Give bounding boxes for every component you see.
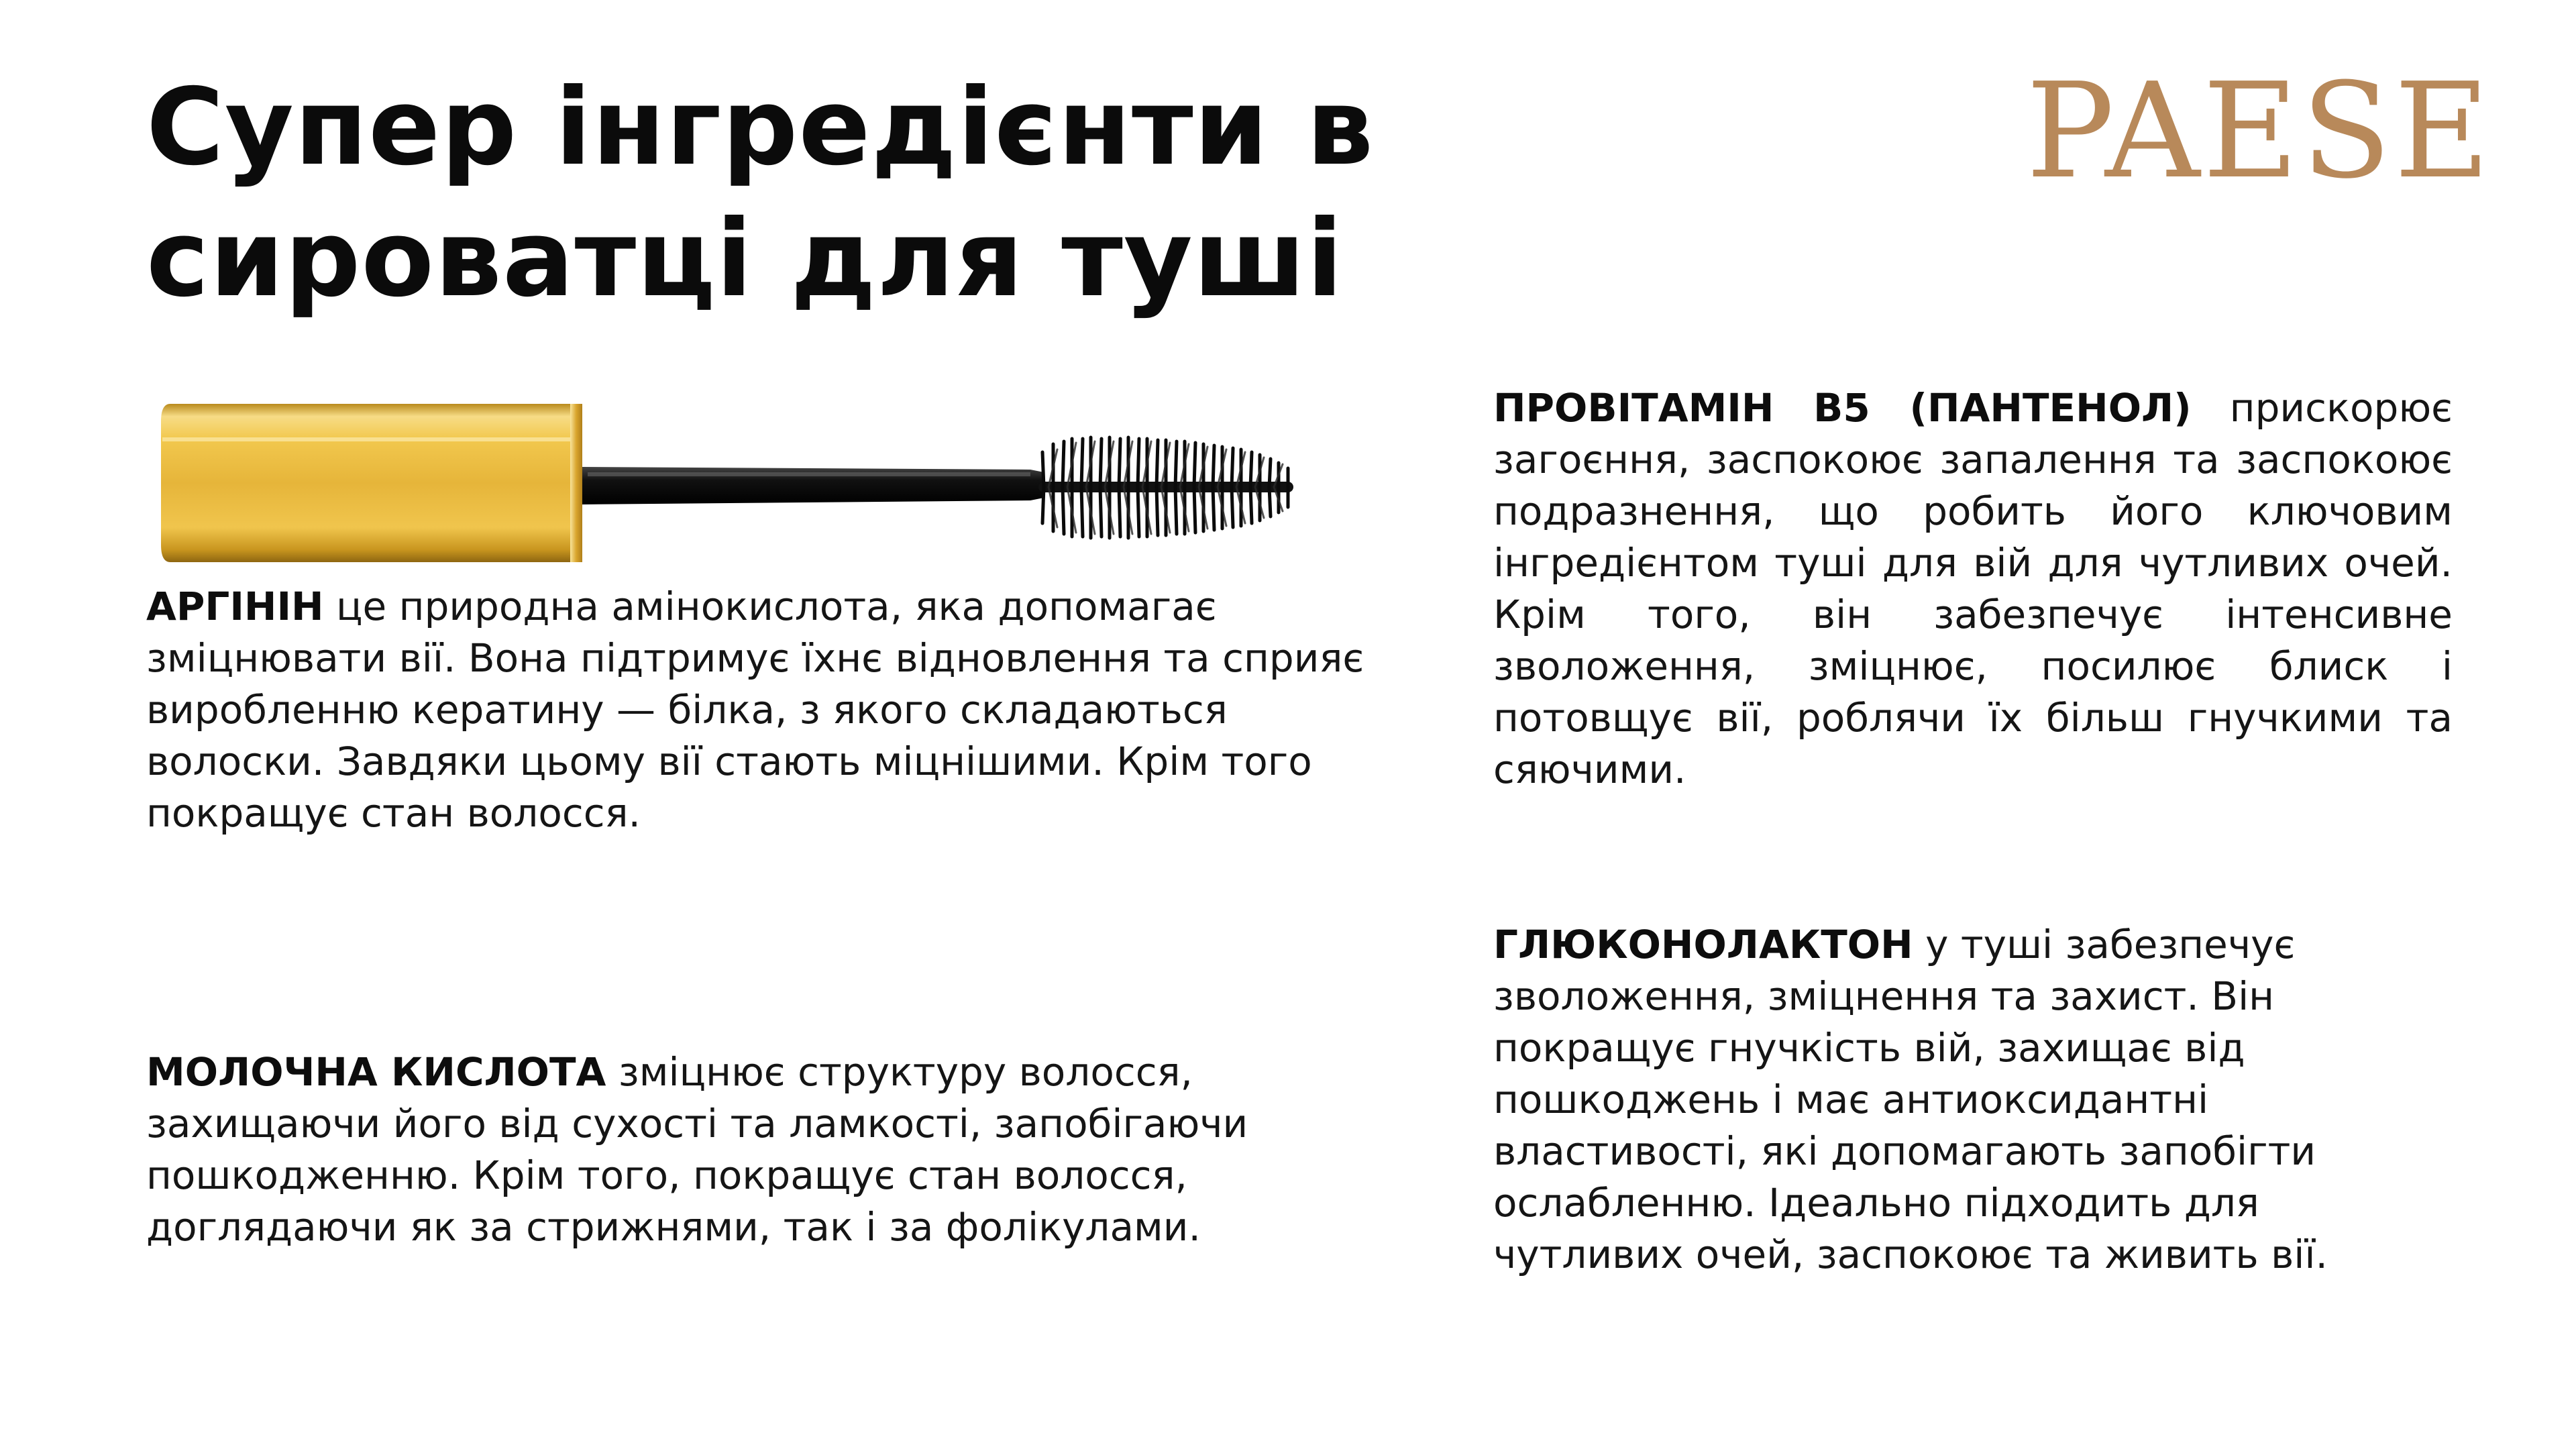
ingredient-description: це природна амінокислота, яка допомагає зміцнювати вії. Вона підтримує їхнє відновлення та сприяє виробленню кератину — білка, з якого складаються волоски. Завдяки цьому вії стають міцнішими. Крім того покращує стан волосся.	[146, 584, 1364, 836]
ingredient-description: зміцнює структуру волосся, захищаючи його від сухості та ламкості, запобігаючи пошкодженню. Крім того, покращує стан волосся, доглядаючи як за стрижнями, так і за фолікулами.	[146, 1049, 1248, 1250]
ingredient-name: ГЛЮКОНОЛАКТОН	[1493, 922, 1913, 967]
brand-logo: PAESE	[2026, 55, 2493, 208]
ingredient-description: прискорює загоєння, заспокоює запалення та заспокоює подразнення, що робить його ключовим інгредієнтом туші для вій для чутливих очей. Крім того, він забезпечує інтенсивне зволоження, зміцнює, посилює блиск і потовщує вії, роблячи їх більш гнучкими та сяючими.	[1493, 385, 2453, 792]
ingredient-arginine	[146, 581, 1367, 839]
ingredient-name: ПРОВІТАМІН В5 (ПАНТЕНОЛ)	[1493, 385, 2192, 431]
ingredient-gluconolactone	[1493, 919, 2453, 1281]
ingredient-name: АРГІНІН	[146, 584, 324, 629]
ingredient-name: МОЛОЧНА КИСЛОТА	[146, 1049, 606, 1095]
ingredient-description: у туші забезпечує зволоження, зміцнення та захист. Він покращує гнучкість вій, захищає від пошкоджень і має антиоксидантні властивості, які допомагають запобігти ослабленню. Ідеально підходить для чутливих очей, заспокоює та живить вії.	[1493, 922, 2328, 1277]
ingredient-provitamin-b5	[1493, 382, 2453, 796]
ingredient-lactic-acid	[146, 1046, 1367, 1253]
page-title: Супер інгредієнти в сироватці для туші	[146, 66, 1375, 321]
mascara-wand-icon	[158, 397, 1299, 572]
